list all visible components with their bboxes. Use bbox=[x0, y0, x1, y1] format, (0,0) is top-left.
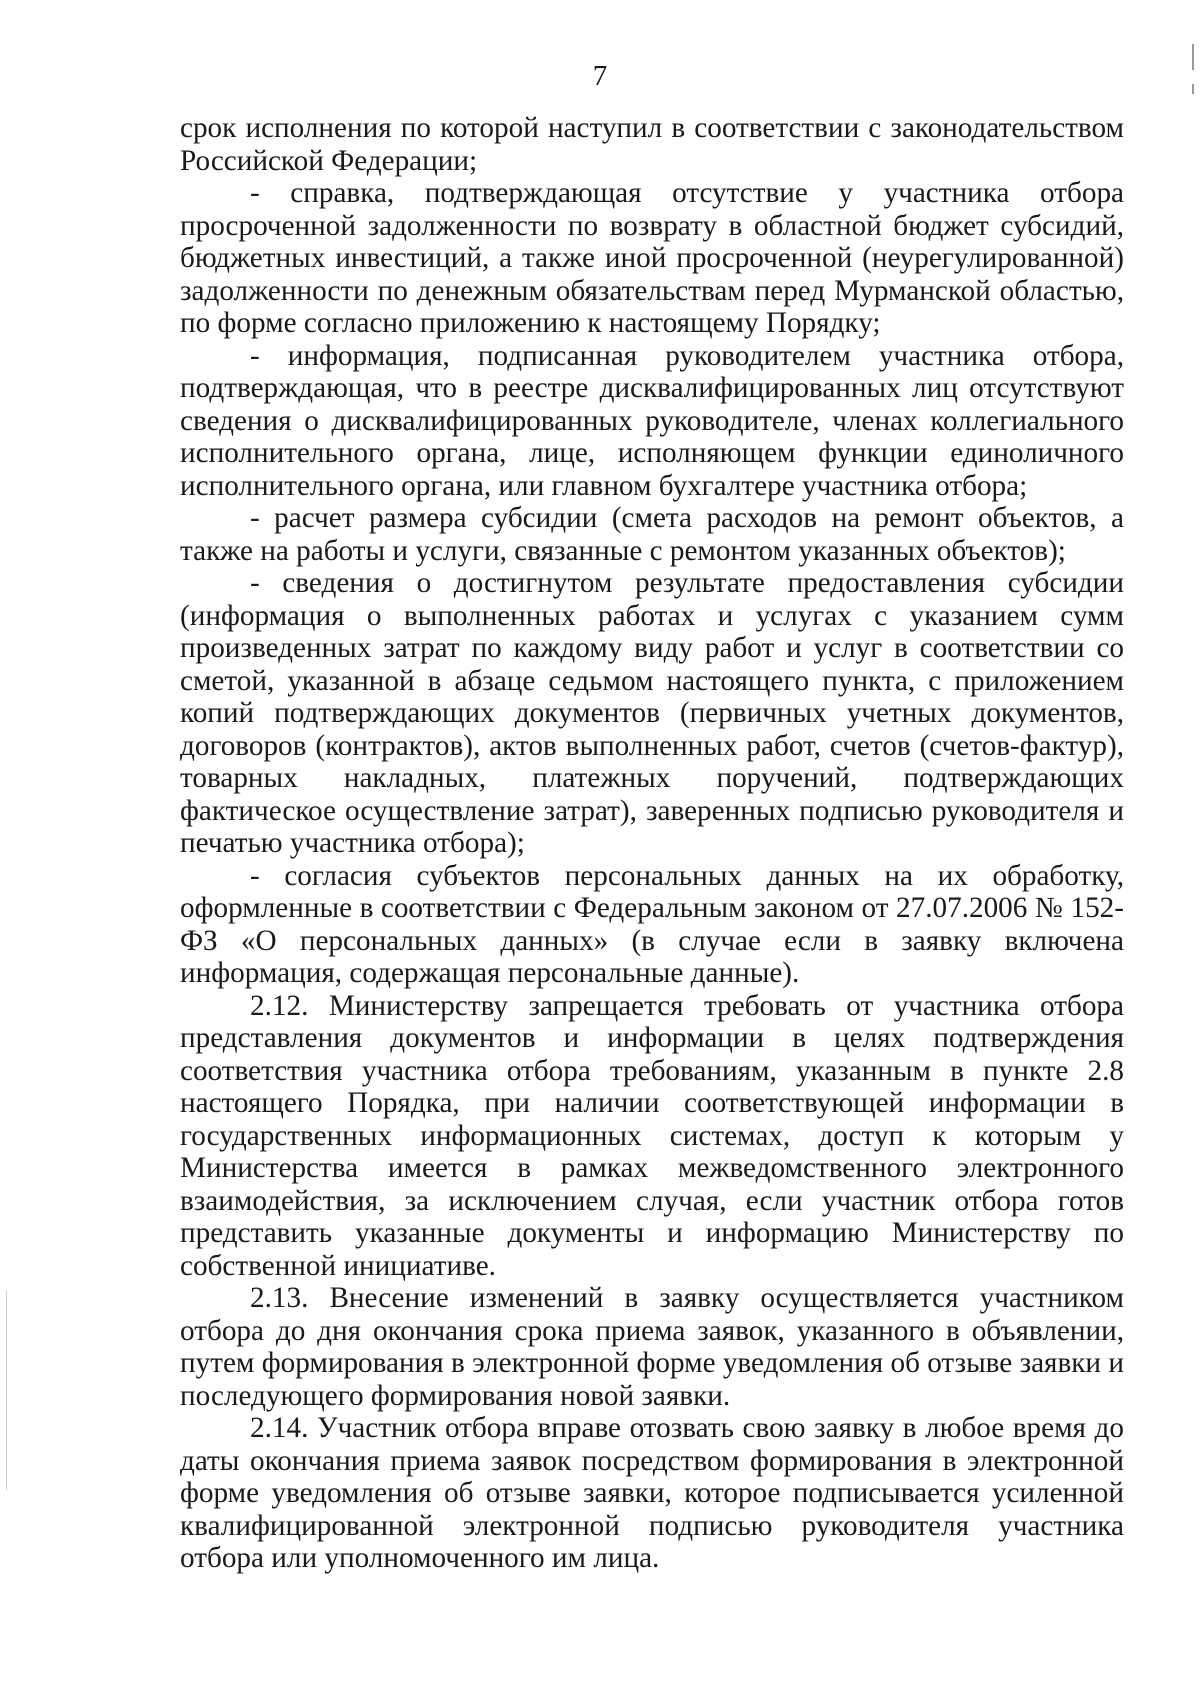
page-number: 7 bbox=[592, 60, 608, 92]
paragraph: 2.13. Внесение изменений в заявку осуществляется участником отбора до дня окончания срока приема заявок, указанного в объявлении, путем формирования в электронной форме уведомления об отзыве заявки и последующего формирования новой заявки. bbox=[180, 1282, 1124, 1412]
document-body bbox=[180, 112, 1124, 1575]
paragraph: - сведения о достигнутом результате предоставления субсидии (информация о выполненных работах и услугах с указанием сумм произведенных затрат по каждому виду работ и услуг в соответствии со сметой, указанной в абзаце седьмом настоящего пункта, с приложением копий подтверждающих документов (первичных учетных документов, договоров (контрактов), актов выполненных работ, счетов (счетов-фактур), товарных накладных, платежных поручений, подтверждающих фактическое осуществление затрат), заверенных подписью руководителя и печатью участника отбора); bbox=[180, 567, 1124, 859]
paragraph: - согласия субъектов персональных данных на их обработку, оформленные в соответствии с Федеральным законом от 27.07.2006 № 152-ФЗ «О персональных данных» (в случае если в заявку включена информация, содержащая персональные данные). bbox=[180, 859, 1124, 989]
paragraph: срок исполнения по которой наступил в соответствии с законодательством Российской Федерации; bbox=[180, 112, 1124, 177]
paragraph: - информация, подписанная руководителем участника отбора, подтверждающая, что в реестре дисквалифицированных лиц отсутствуют сведения о дисквалифицированных руководителе, членах коллегиального исполнительного органа, лице, исполняющем функции единоличного исполнительного органа, или главном бухгалтере участника отбора; bbox=[180, 339, 1124, 502]
paragraph: - расчет размера субсидии (смета расходов на ремонт объектов, а также на работы и услуги, связанные с ремонтом указанных объектов); bbox=[180, 502, 1124, 567]
paragraph: 2.12. Министерству запрещается требовать от участника отбора представления документов и информации в целях подтверждения соответствия участника отбора требованиям, указанным в пункте 2.8 настоящего Порядка, при наличии соответствующей информации в государственных информационных системах, доступ к которым у Министерства имеется в рамках межведомственного электронного взаимодействия, за исключением случая, если участник отбора готов представить указанные документы и информацию Министерству по собственной инициативе. bbox=[180, 989, 1124, 1282]
scan-edge-mark bbox=[6, 1290, 7, 1490]
paragraph: - справка, подтверждающая отсутствие у участника отбора просроченной задолженности по возврату в областной бюджет субсидий, бюджетных инвестиций, а также иной просроченной (неурегулированной) задолженности по денежным обязательствам перед Мурманской областью, по форме согласно приложению к настоящему Порядку; bbox=[180, 177, 1124, 339]
paragraph: 2.14. Участник отбора вправе отозвать свою заявку в любое время до даты окончания приема заявок посредством формирования в электронной форме уведомления об отзыве заявки, которое подписывается усиленной квалифицированной электронной подписью руководителя участника отбора или уполномоченного им лица. bbox=[180, 1412, 1124, 1574]
